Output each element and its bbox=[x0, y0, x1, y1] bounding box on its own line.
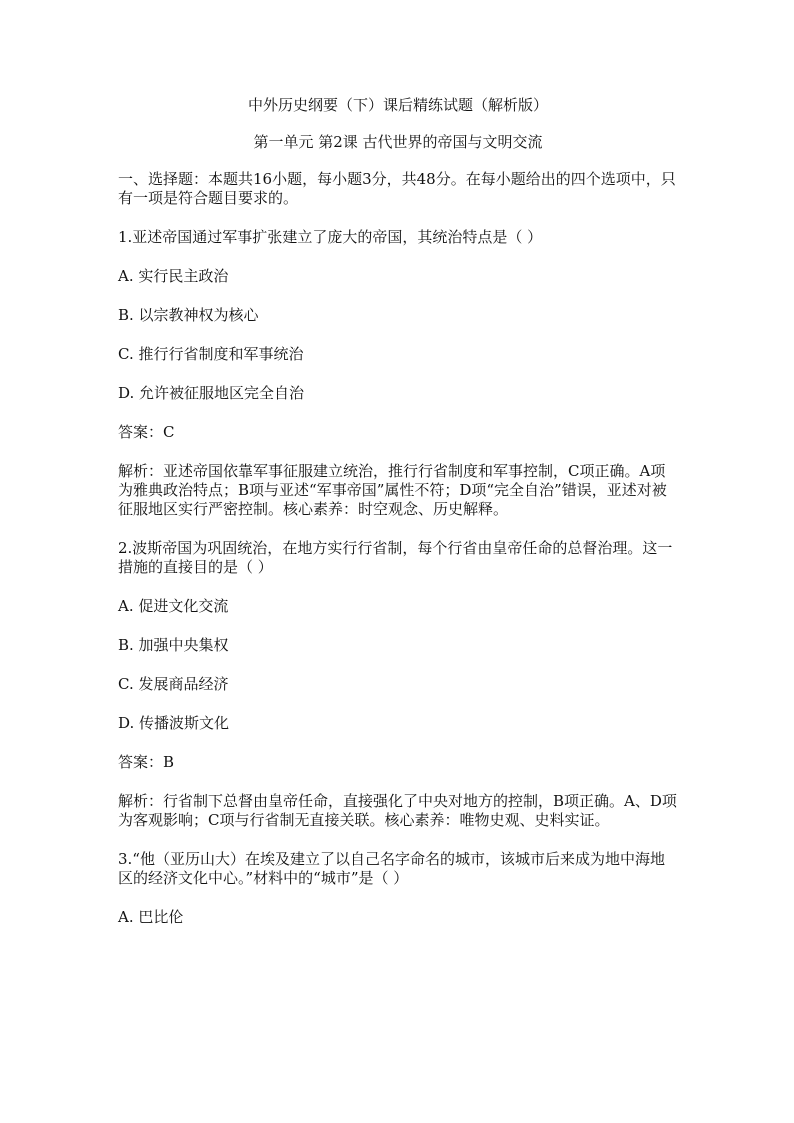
analysis: 解析：亚述帝国依靠军事征服建立统治，推行行省制度和军事控制，C项正确。A项为雅典政治特点；B项与亚述“军事帝国”属性不符；D项“完全自治”错误，亚述对被征服地区实行严密控制。核心素养：时空观念、历史解释。 bbox=[118, 462, 667, 518]
document-content bbox=[118, 96, 678, 947]
answer: 答案：B bbox=[118, 753, 175, 771]
option-c: C. 推行行省制度和军事统治 bbox=[118, 345, 304, 363]
question-stem: 1.亚述帝国通过军事扩张建立了庞大的帝国，其统治特点是（ ） bbox=[118, 228, 543, 246]
question-stem: 3.“他（亚历山大）在埃及建立了以自己名字命名的城市，该城市后来成为地中海地区的经济文化中心。”材料中的“城市”是（ ） bbox=[118, 850, 665, 887]
option-d: D. 传播波斯文化 bbox=[118, 714, 230, 732]
question-2 bbox=[118, 539, 678, 830]
document-subtitle: 第一单元 第2课 古代世界的帝国与文明交流 bbox=[253, 133, 543, 151]
question-3 bbox=[118, 850, 678, 927]
option-a: A. 巴比伦 bbox=[118, 908, 184, 926]
option-b: B. 以宗教神权为核心 bbox=[118, 306, 259, 324]
option-d: D. 允许被征服地区完全自治 bbox=[118, 384, 305, 402]
section-intro: 一、选择题：本题共16小题，每小题3分，共48分。在每小题给出的四个选项中，只有一项是符合题目要求的。 bbox=[118, 170, 676, 207]
question-1 bbox=[118, 228, 678, 519]
option-a: A. 实行民主政治 bbox=[118, 267, 229, 285]
option-c: C. 发展商品经济 bbox=[118, 675, 229, 693]
option-a: A. 促进文化交流 bbox=[118, 597, 229, 615]
document-title: 中外历史纲要（下）课后精练试题（解析版） bbox=[247, 96, 548, 114]
analysis: 解析：行省制下总督由皇帝任命，直接强化了中央对地方的控制，B项正确。A、D项为客观影响；C项与行省制无直接关联。核心素养：唯物史观、史料实证。 bbox=[118, 792, 677, 829]
answer: 答案：C bbox=[118, 423, 175, 441]
question-stem: 2.波斯帝国为巩固统治，在地方实行行省制，每个行省由皇帝任命的总督治理。这一措施的直接目的是（ ） bbox=[118, 539, 673, 576]
option-b: B. 加强中央集权 bbox=[118, 636, 229, 654]
